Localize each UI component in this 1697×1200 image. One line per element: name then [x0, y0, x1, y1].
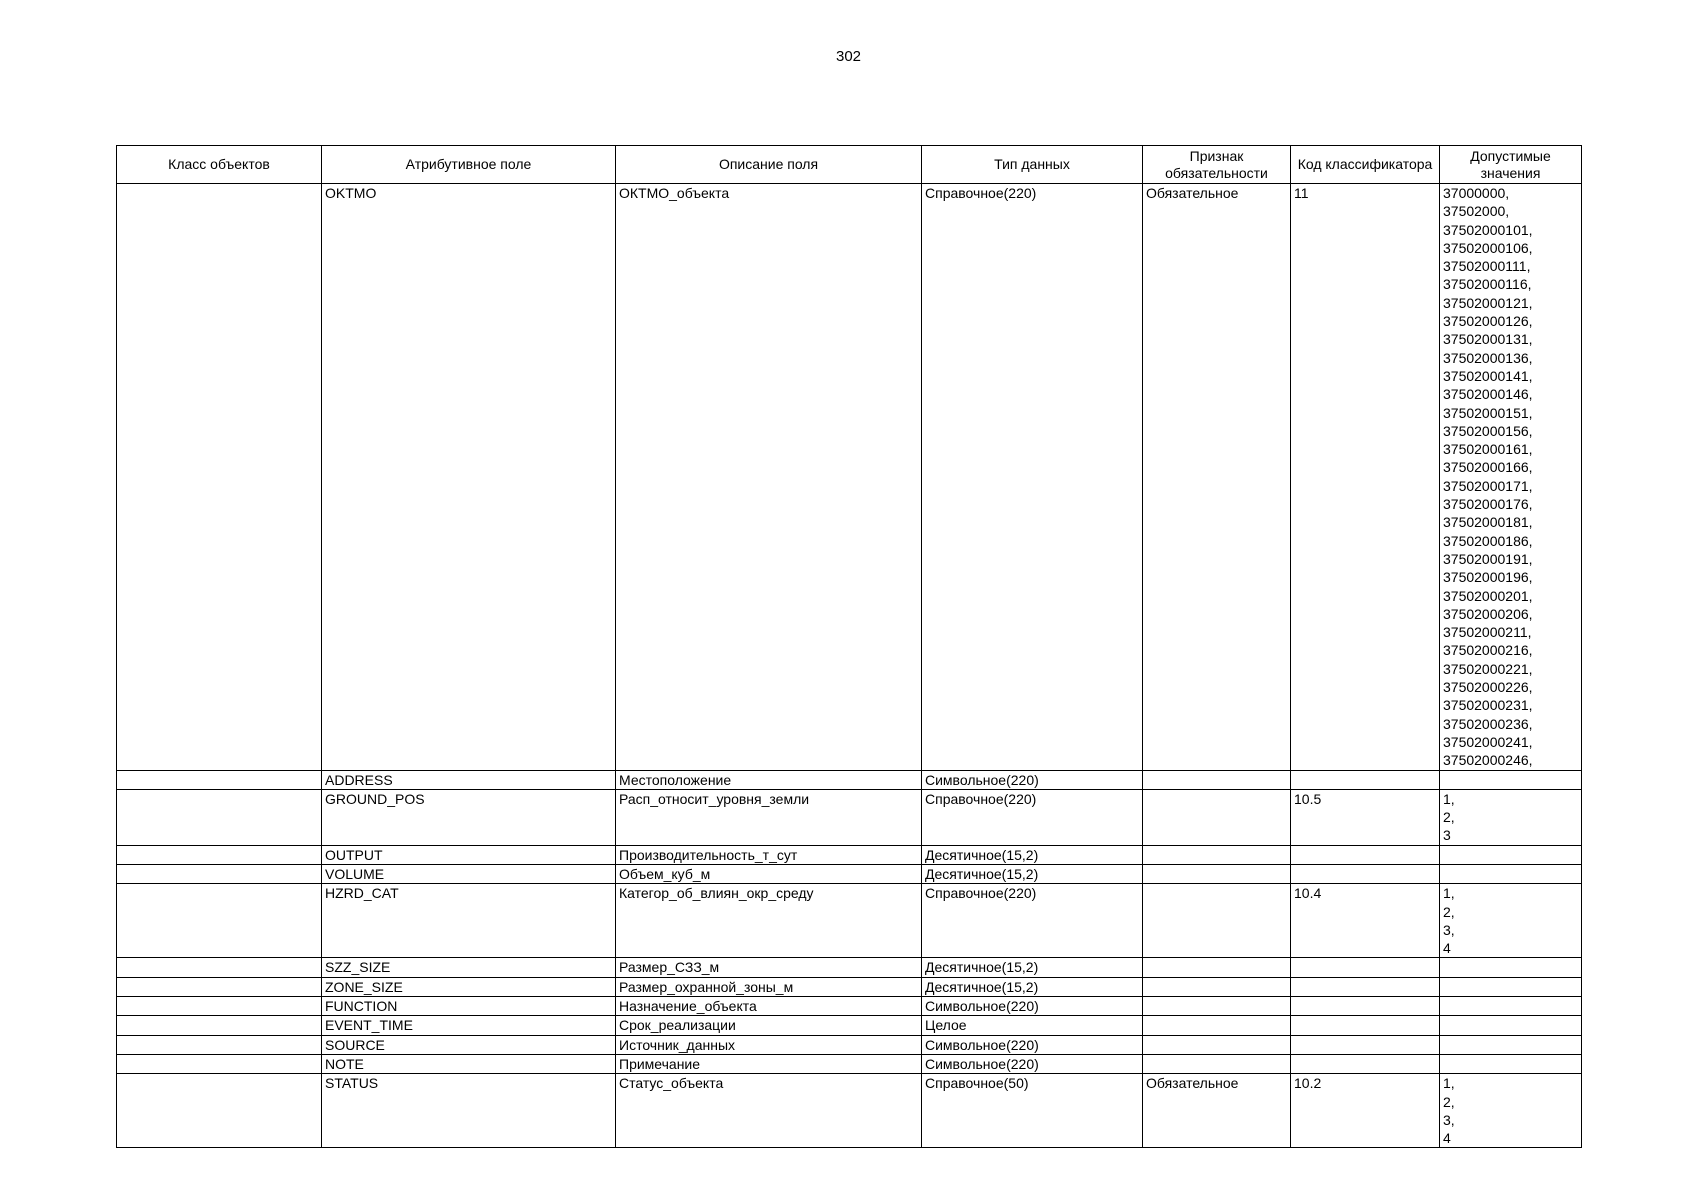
- header-required: Признак обязательности: [1143, 146, 1291, 184]
- header-description: Описание поля: [616, 146, 922, 184]
- code-cell: 10.5: [1291, 789, 1440, 845]
- required-cell: [1143, 770, 1291, 789]
- required-cell: [1143, 977, 1291, 996]
- class-cell: [117, 958, 322, 977]
- required-cell: Обязательное: [1143, 1074, 1291, 1148]
- class-cell: [117, 789, 322, 845]
- field-cell: ZONE_SIZE: [322, 977, 616, 996]
- required-cell: [1143, 1035, 1291, 1054]
- field-cell: VOLUME: [322, 864, 616, 883]
- code-cell: [1291, 997, 1440, 1016]
- header-code: Код классификатора: [1291, 146, 1440, 184]
- table-row: [117, 958, 1582, 977]
- table-row: [117, 845, 1582, 864]
- class-cell: [117, 997, 322, 1016]
- table-row: [117, 1016, 1582, 1035]
- field-cell: OKTMO: [322, 184, 616, 771]
- code-cell: [1291, 1054, 1440, 1073]
- values-cell: [1440, 958, 1582, 977]
- required-cell: [1143, 789, 1291, 845]
- description-cell: Размер_охранной_зоны_м: [616, 977, 922, 996]
- field-cell: OUTPUT: [322, 845, 616, 864]
- description-cell: ОКТМО_объекта: [616, 184, 922, 771]
- header-type: Тип данных: [922, 146, 1143, 184]
- table-row: [117, 884, 1582, 958]
- code-cell: [1291, 864, 1440, 883]
- values-cell: [1440, 1016, 1582, 1035]
- type-cell: Десятичное(15,2): [922, 958, 1143, 977]
- class-cell: [117, 1074, 322, 1148]
- values-cell: [1440, 864, 1582, 883]
- code-cell: 10.2: [1291, 1074, 1440, 1148]
- class-cell: [117, 1035, 322, 1054]
- type-cell: Символьное(220): [922, 997, 1143, 1016]
- code-cell: [1291, 958, 1440, 977]
- description-cell: Объем_куб_м: [616, 864, 922, 883]
- table-row: [117, 997, 1582, 1016]
- type-cell: Десятичное(15,2): [922, 977, 1143, 996]
- attribute-table: [116, 145, 1582, 1148]
- required-cell: [1143, 997, 1291, 1016]
- table-row: [117, 1054, 1582, 1073]
- description-cell: Категор_об_влиян_окр_среду: [616, 884, 922, 958]
- code-cell: [1291, 977, 1440, 996]
- header-values: Допустимые значения: [1440, 146, 1582, 184]
- class-cell: [117, 1054, 322, 1073]
- code-cell: 10.4: [1291, 884, 1440, 958]
- field-cell: SOURCE: [322, 1035, 616, 1054]
- required-cell: [1143, 1054, 1291, 1073]
- values-cell: 1, 2, 3, 4: [1440, 1074, 1582, 1148]
- class-cell: [117, 770, 322, 789]
- field-cell: FUNCTION: [322, 997, 616, 1016]
- type-cell: Символьное(220): [922, 770, 1143, 789]
- table-row: [117, 977, 1582, 996]
- table-body: [117, 184, 1582, 1148]
- table-header-row: [117, 146, 1582, 184]
- code-cell: [1291, 1035, 1440, 1054]
- description-cell: Производительность_т_сут: [616, 845, 922, 864]
- field-cell: ADDRESS: [322, 770, 616, 789]
- required-cell: Обязательное: [1143, 184, 1291, 771]
- type-cell: Справочное(220): [922, 789, 1143, 845]
- field-cell: STATUS: [322, 1074, 616, 1148]
- class-cell: [117, 1016, 322, 1035]
- type-cell: Символьное(220): [922, 1035, 1143, 1054]
- values-cell: [1440, 997, 1582, 1016]
- values-cell: [1440, 1054, 1582, 1073]
- type-cell: Справочное(220): [922, 884, 1143, 958]
- page-number: 302: [835, 48, 862, 65]
- type-cell: Справочное(220): [922, 184, 1143, 771]
- required-cell: [1143, 1016, 1291, 1035]
- description-cell: Срок_реализации: [616, 1016, 922, 1035]
- table-row: [117, 1074, 1582, 1148]
- description-cell: Назначение_объекта: [616, 997, 922, 1016]
- code-cell: [1291, 845, 1440, 864]
- table-row: [117, 864, 1582, 883]
- required-cell: [1143, 864, 1291, 883]
- class-cell: [117, 864, 322, 883]
- class-cell: [117, 845, 322, 864]
- required-cell: [1143, 845, 1291, 864]
- type-cell: Целое: [922, 1016, 1143, 1035]
- code-cell: [1291, 770, 1440, 789]
- description-cell: Размер_СЗЗ_м: [616, 958, 922, 977]
- header-class: Класс объектов: [117, 146, 322, 184]
- table-row: [117, 789, 1582, 845]
- values-cell: [1440, 845, 1582, 864]
- required-cell: [1143, 884, 1291, 958]
- type-cell: Десятичное(15,2): [922, 845, 1143, 864]
- field-cell: GROUND_POS: [322, 789, 616, 845]
- values-cell: [1440, 977, 1582, 996]
- code-cell: 11: [1291, 184, 1440, 771]
- type-cell: Десятичное(15,2): [922, 864, 1143, 883]
- values-cell: 1, 2, 3: [1440, 789, 1582, 845]
- table-row: [117, 1035, 1582, 1054]
- field-cell: EVENT_TIME: [322, 1016, 616, 1035]
- description-cell: Примечание: [616, 1054, 922, 1073]
- field-cell: SZZ_SIZE: [322, 958, 616, 977]
- required-cell: [1143, 958, 1291, 977]
- code-cell: [1291, 1016, 1440, 1035]
- class-cell: [117, 884, 322, 958]
- table-row: [117, 184, 1582, 771]
- description-cell: Статус_объекта: [616, 1074, 922, 1148]
- field-cell: HZRD_CAT: [322, 884, 616, 958]
- header-field: Атрибутивное поле: [322, 146, 616, 184]
- values-cell: [1440, 1035, 1582, 1054]
- values-cell: [1440, 770, 1582, 789]
- type-cell: Справочное(50): [922, 1074, 1143, 1148]
- table-row: [117, 770, 1582, 789]
- field-cell: NOTE: [322, 1054, 616, 1073]
- type-cell: Символьное(220): [922, 1054, 1143, 1073]
- description-cell: Местоположение: [616, 770, 922, 789]
- values-cell: 37000000, 37502000, 37502000101, 37502000106, 37502000111, 37502000116, 37502000121, 37502000126, 37502000131, 37502000136, 37502000141, 37502000146, 37502000151, 37502000156, 37502000161, 37502000166, 37502000171, 37502000176, 37502000181, 37502000186, 37502000191, 37502000196, 37502000201, 37502000206, 37502000211, 37502000216, 37502000221, 37502000226, 37502000231, 37502000236, 37502000241, 37502000246,: [1440, 184, 1582, 771]
- description-cell: Расп_относит_уровня_земли: [616, 789, 922, 845]
- class-cell: [117, 977, 322, 996]
- description-cell: Источник_данных: [616, 1035, 922, 1054]
- class-cell: [117, 184, 322, 771]
- values-cell: 1, 2, 3, 4: [1440, 884, 1582, 958]
